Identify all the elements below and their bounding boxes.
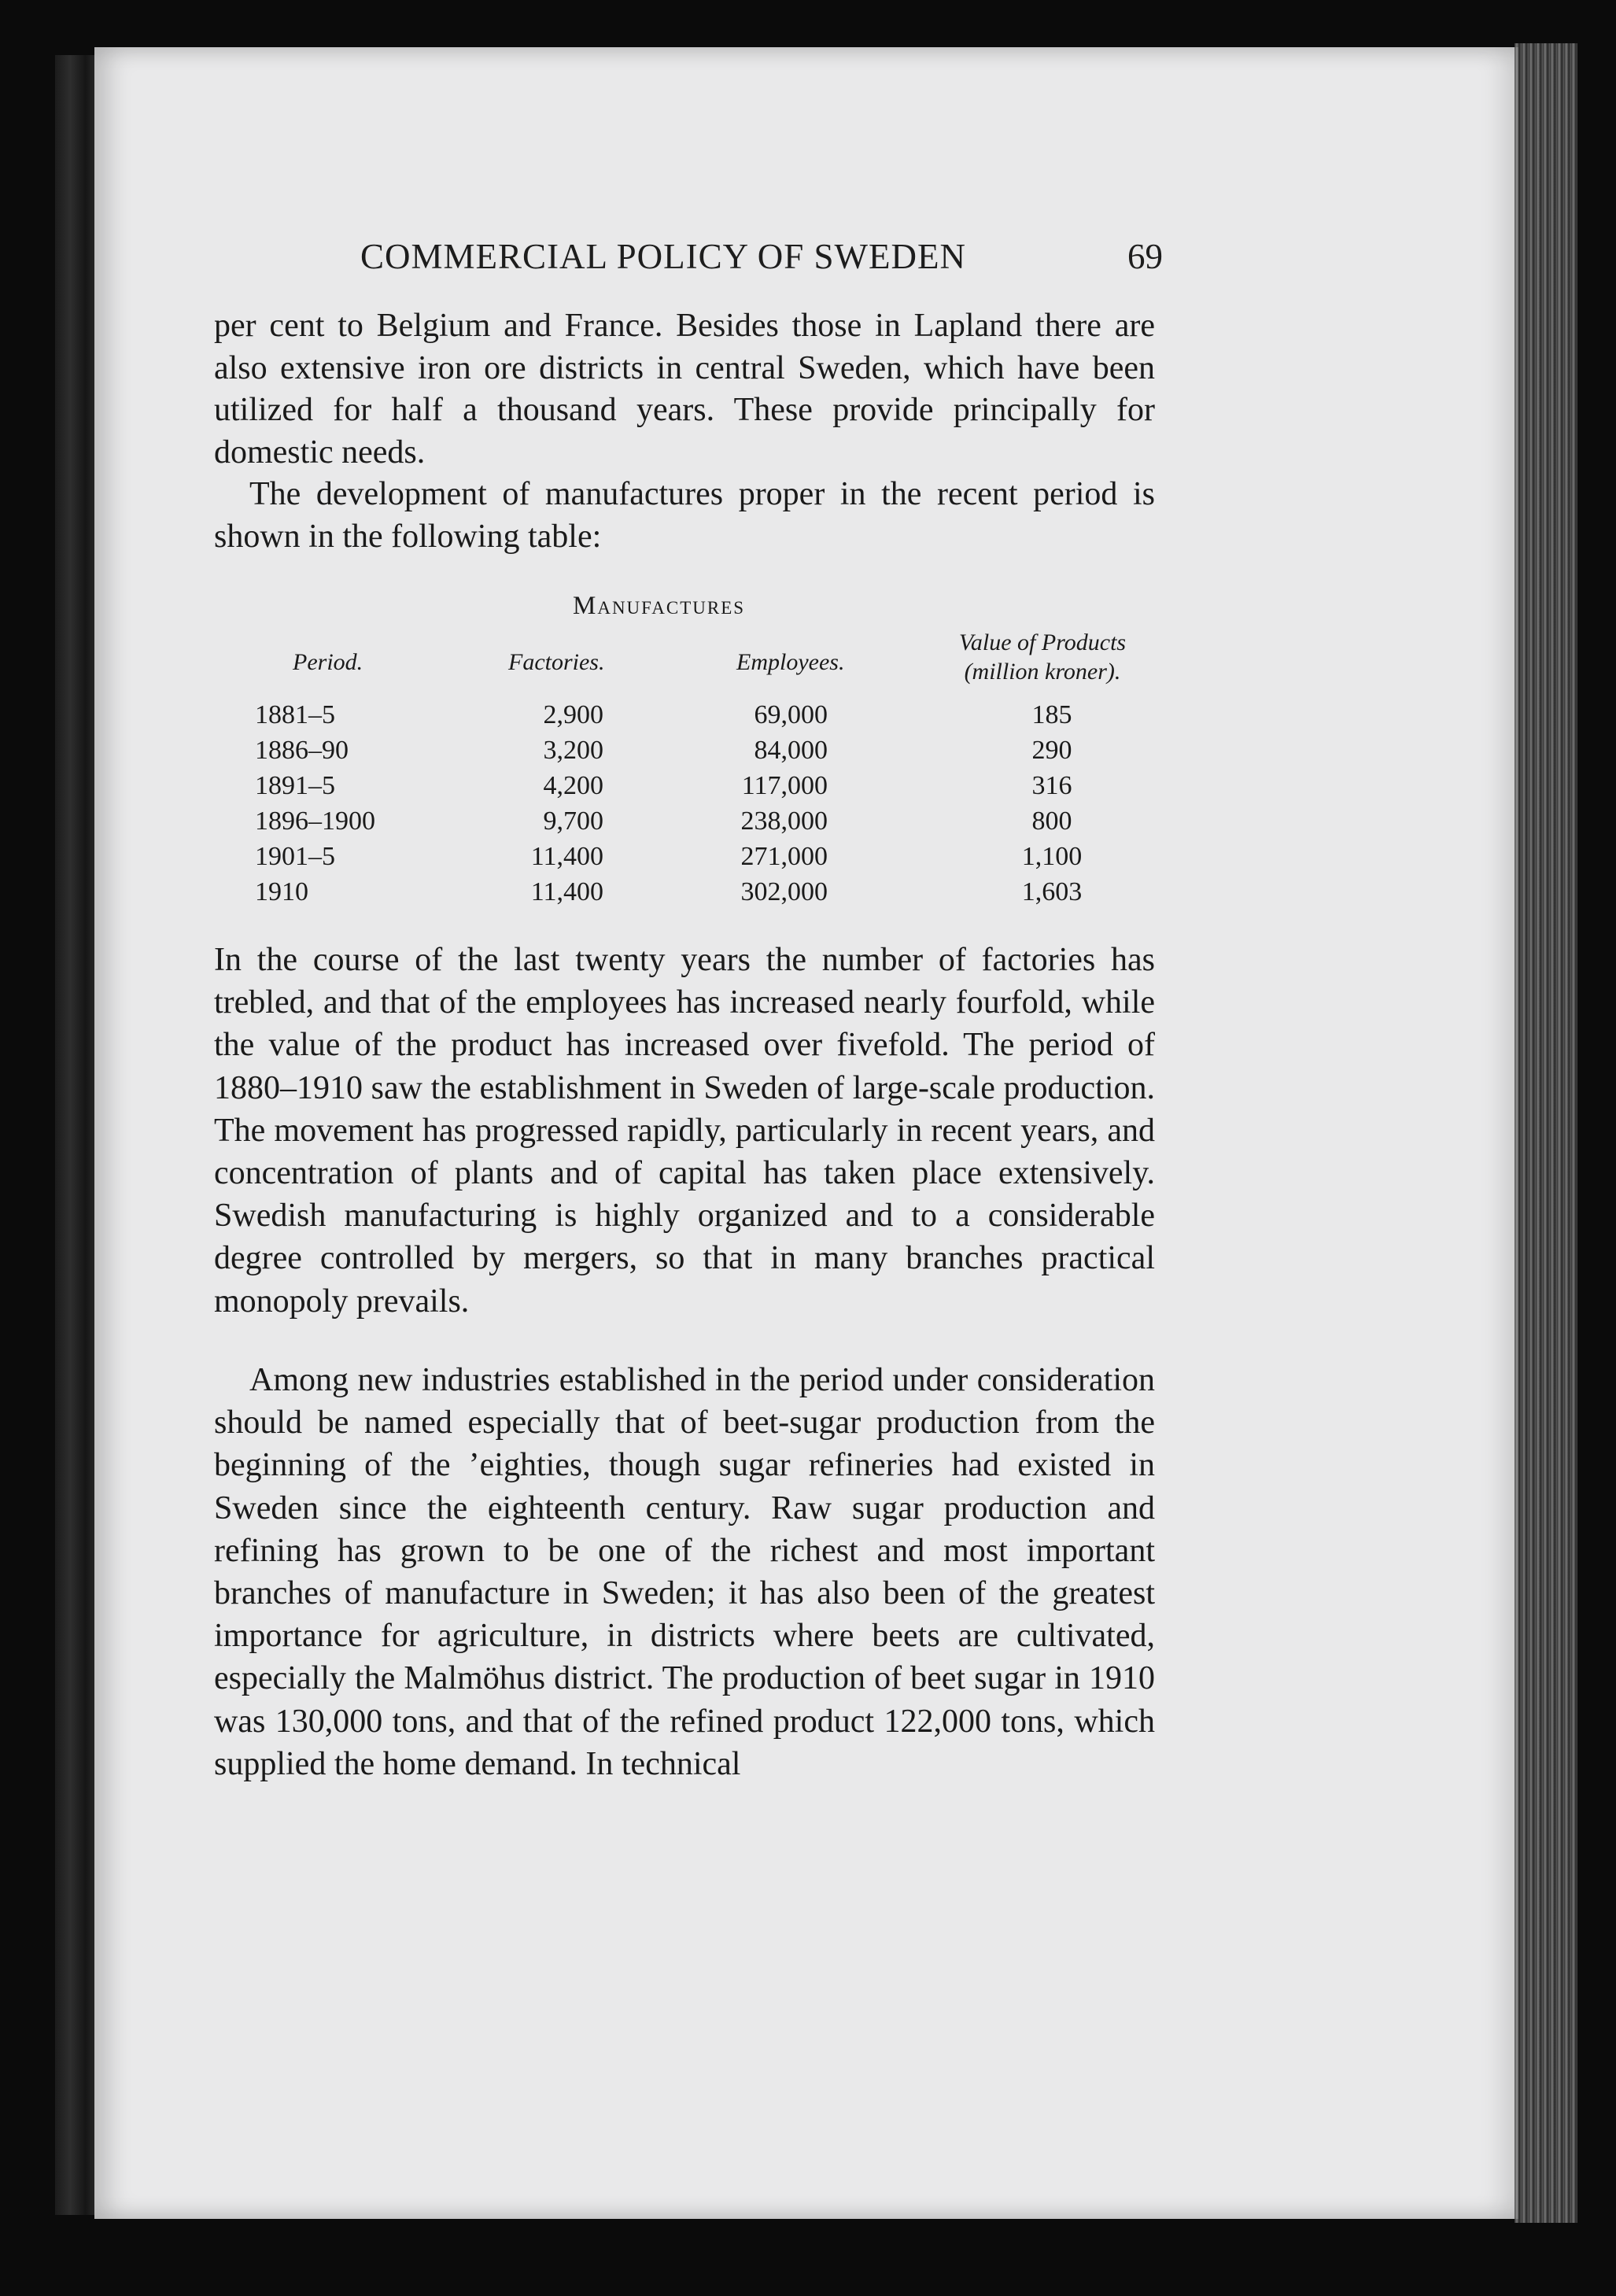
table-row [214, 842, 1158, 877]
cell-factories: 3,200 [543, 736, 603, 765]
cell-period: 1896–1900 [255, 807, 375, 836]
paragraph-4-text: Among new industries established in the period under consideration should be named especially that of beet-sugar production from the beginning of the ’eighties, though sugar refineries had existed in Sweden since the eighteenth century. Raw sugar production and refining has grown to be one of the richest and most important branches of manufacture in Sweden; it has also been of the greatest importance for agriculture, in districts where beets are cultivated, especially the Malmöhus district. The production of beet sugar in 1910 was 130,000 tons, and that of the refined product 122,000 tons, which supplied the home demand. In technical [214, 1362, 1155, 1782]
table-title: Manufactures [573, 592, 746, 620]
cell-employees: 117,000 [741, 771, 828, 800]
cell-factories: 4,200 [543, 771, 603, 800]
header-factories: Factories. [508, 649, 605, 675]
page-header [219, 236, 1163, 283]
table-row [214, 736, 1158, 771]
header-value-line2: (million kroner). [964, 659, 1121, 685]
cell-factories: 9,700 [543, 807, 603, 836]
paragraph-4 [214, 1359, 1155, 1785]
cell-value: 316 [1031, 771, 1072, 800]
cell-employees: 238,000 [740, 807, 828, 836]
table-row [214, 807, 1158, 842]
header-value [924, 628, 1160, 686]
cell-employees: 302,000 [740, 877, 828, 906]
cell-value: 1,100 [1021, 842, 1083, 871]
cell-period: 1881–5 [255, 700, 335, 729]
cell-period: 1901–5 [255, 842, 335, 871]
page-edges [1515, 43, 1577, 2223]
cell-factories: 11,400 [530, 877, 603, 906]
cell-value: 1,603 [1021, 877, 1083, 906]
table-row [214, 700, 1158, 736]
cell-period: 1886–90 [255, 736, 349, 765]
cell-factories: 2,900 [543, 700, 603, 729]
paragraph-2 [214, 474, 1155, 558]
paragraph-3: In the course of the last twenty years the number of factories has trebled, and that of the employees has increased nearly fourfold, while the value of the product has increased over fivefold. The period of 1880–1910 saw the establishment in Sweden of large-scale production. The movement has progressed rapidly, particularly in recent years, and concentration of plants and of capital has taken place extensively. Swedish manufacturing is highly organized and to a considerable degree controlled by mergers, so that in many branches practical monopoly prevails. [214, 942, 1155, 1320]
manufactures-table [214, 700, 1158, 913]
paragraph-2-text: The development of manufactures proper in the recent period is shown in the following table: [214, 476, 1155, 555]
paragraph-1: per cent to Belgium and France. Besides those in Lapland there are also extensive iron ore districts in central Sweden, which have been utilized for half a thousand years. These provide principally for domestic needs. [214, 308, 1155, 471]
cell-employees: 84,000 [754, 736, 828, 765]
cell-value: 185 [1031, 700, 1072, 729]
cell-factories: 11,400 [530, 842, 603, 871]
table-row [214, 771, 1158, 807]
header-period: Period. [293, 649, 363, 675]
page-number: 69 [1127, 237, 1163, 276]
cell-period: 1910 [255, 877, 308, 906]
running-title: COMMERCIAL POLICY OF SWEDEN [360, 237, 966, 276]
cell-employees: 69,000 [754, 700, 828, 729]
table-row [214, 877, 1158, 913]
book-spine [55, 55, 98, 2215]
header-employees: Employees. [736, 649, 845, 675]
cell-value: 290 [1031, 736, 1072, 765]
cell-employees: 271,000 [740, 842, 828, 871]
cell-value: 800 [1031, 807, 1072, 836]
cell-period: 1891–5 [255, 771, 335, 800]
header-value-line1: Value of Products [958, 629, 1127, 655]
